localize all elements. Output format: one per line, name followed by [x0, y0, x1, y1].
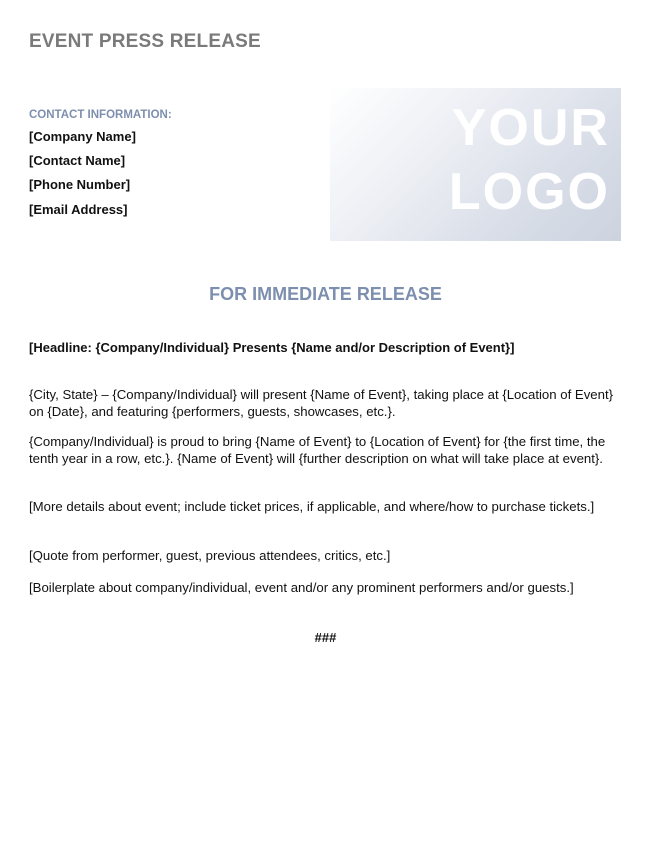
- document-title: EVENT PRESS RELEASE: [29, 31, 261, 52]
- release-heading: FOR IMMEDIATE RELEASE: [209, 284, 442, 304]
- body-paragraph-details: {Company/Individual} is proud to bring {Name of Event} to {Location of Event} for {the first time, the tenth year in a row, etc.}. {Name of Event} will {further description on what will take place at event}.: [29, 434, 606, 466]
- contact-company-name: [Company Name]: [29, 129, 136, 144]
- body-paragraph-boilerplate: [Boilerplate about company/individual, event and/or any prominent performers and/or guests.]: [29, 580, 574, 595]
- logo-placeholder: [330, 88, 621, 241]
- body-paragraph-intro: {City, State} – {Company/Individual} will present {Name of Event}, taking place at {Location of Event} on {Date}, and featuring {performers, guests, showcases, etc.}.: [29, 387, 614, 419]
- body-paragraph-quote: [Quote from performer, guest, previous attendees, critics, etc.]: [29, 548, 391, 563]
- body-paragraph-tickets: [More details about event; include ticket prices, if applicable, and where/how to purchase tickets.]: [29, 499, 595, 514]
- headline: [Headline: {Company/Individual} Presents {Name and/or Description of Event}]: [29, 340, 515, 355]
- end-mark: ###: [314, 630, 337, 645]
- contact-email-address: [Email Address]: [29, 202, 128, 217]
- logo-text-line-1: YOUR: [451, 99, 610, 157]
- contact-phone-number: [Phone Number]: [29, 177, 131, 192]
- contact-name: [Contact Name]: [29, 153, 126, 168]
- contact-heading: CONTACT INFORMATION:: [29, 109, 172, 121]
- logo-text-line-2: LOGO: [448, 163, 610, 221]
